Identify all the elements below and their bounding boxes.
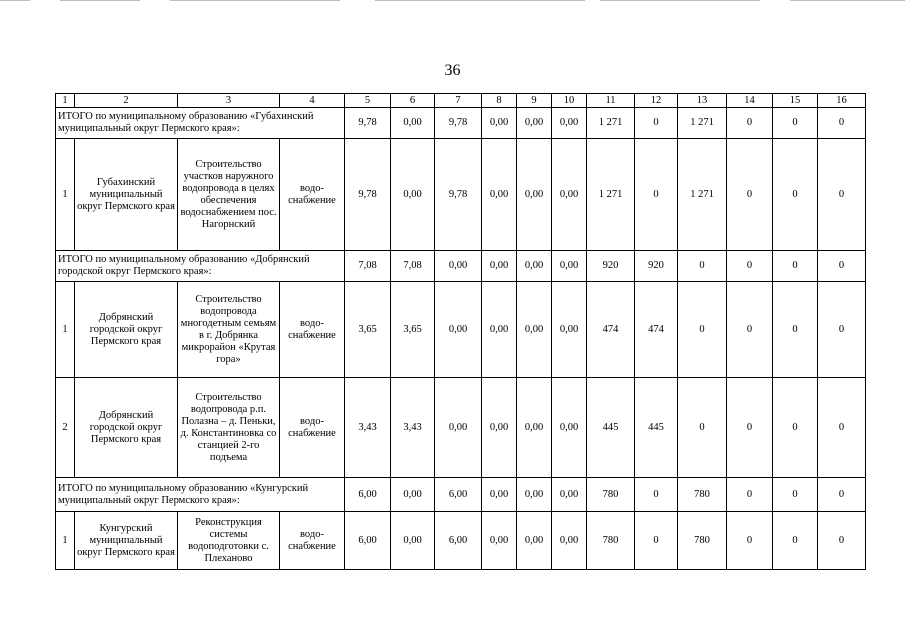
value-cell: 0 — [818, 478, 866, 512]
header-cell: 15 — [773, 94, 818, 108]
value-cell: 0 — [773, 251, 818, 282]
value-cell: 3,43 — [391, 378, 435, 478]
header-cell: 14 — [727, 94, 773, 108]
row-number: 1 — [56, 139, 75, 251]
total-row — [56, 108, 866, 139]
value-cell: 780 — [678, 512, 727, 570]
value-cell: 780 — [587, 512, 635, 570]
value-cell: 0,00 — [517, 478, 552, 512]
header-cell: 13 — [678, 94, 727, 108]
total-row — [56, 478, 866, 512]
municipality-cell: Добрянский городской округ Пермского края — [75, 282, 178, 378]
value-cell: 0,00 — [552, 512, 587, 570]
value-cell: 0,00 — [435, 251, 482, 282]
total-label: ИТОГО по муниципальному образованию «Добрянский городской округ Пермского края»: — [56, 251, 345, 282]
value-cell: 0 — [678, 378, 727, 478]
value-cell: 0 — [727, 478, 773, 512]
type-cell: водо-снабжение — [280, 512, 345, 570]
value-cell: 0,00 — [552, 282, 587, 378]
value-cell: 0,00 — [552, 251, 587, 282]
value-cell: 0,00 — [435, 282, 482, 378]
table-row — [56, 282, 866, 378]
value-cell: 9,78 — [435, 108, 482, 139]
value-cell: 0 — [678, 282, 727, 378]
table-row — [56, 139, 866, 251]
object-cell: Строительство водопровода многодетным семьям в г. Добрянка микрорайон «Крутая гора» — [178, 282, 280, 378]
value-cell: 0,00 — [517, 139, 552, 251]
value-cell: 0 — [818, 139, 866, 251]
value-cell: 0,00 — [517, 378, 552, 478]
top-edge-line — [790, 0, 905, 1]
header-cell: 12 — [635, 94, 678, 108]
value-cell: 0,00 — [482, 378, 517, 478]
top-edge-line — [600, 0, 760, 1]
value-cell: 780 — [678, 478, 727, 512]
header-cell: 8 — [482, 94, 517, 108]
value-cell: 0,00 — [517, 251, 552, 282]
row-number: 1 — [56, 282, 75, 378]
value-cell: 0,00 — [552, 139, 587, 251]
value-cell: 0 — [773, 282, 818, 378]
value-cell: 0,00 — [435, 378, 482, 478]
municipality-cell: Губахинский муниципальный округ Пермского края — [75, 139, 178, 251]
value-cell: 920 — [635, 251, 678, 282]
value-cell: 0 — [727, 512, 773, 570]
value-cell: 0 — [678, 251, 727, 282]
value-cell: 0 — [727, 108, 773, 139]
header-cell: 1 — [56, 94, 75, 108]
value-cell: 0 — [727, 282, 773, 378]
value-cell: 474 — [635, 282, 678, 378]
value-cell: 0 — [818, 251, 866, 282]
value-cell: 0 — [773, 139, 818, 251]
value-cell: 0 — [773, 512, 818, 570]
value-cell: 474 — [587, 282, 635, 378]
total-label: ИТОГО по муниципальному образованию «Кунгурский муниципальный округ Пермского края»: — [56, 478, 345, 512]
value-cell: 7,08 — [345, 251, 391, 282]
header-cell: 9 — [517, 94, 552, 108]
header-cell: 6 — [391, 94, 435, 108]
value-cell: 445 — [587, 378, 635, 478]
value-cell: 0,00 — [482, 108, 517, 139]
value-cell: 445 — [635, 378, 678, 478]
value-cell: 1 271 — [587, 139, 635, 251]
value-cell: 9,78 — [345, 139, 391, 251]
data-table — [55, 93, 866, 570]
header-cell: 10 — [552, 94, 587, 108]
value-cell: 0,00 — [482, 139, 517, 251]
value-cell: 0 — [635, 139, 678, 251]
value-cell: 0,00 — [482, 251, 517, 282]
table-row — [56, 512, 866, 570]
value-cell: 0 — [818, 512, 866, 570]
value-cell: 0 — [727, 251, 773, 282]
row-number: 2 — [56, 378, 75, 478]
value-cell: 0,00 — [517, 108, 552, 139]
value-cell: 9,78 — [345, 108, 391, 139]
value-cell: 0,00 — [517, 282, 552, 378]
header-cell: 5 — [345, 94, 391, 108]
value-cell: 6,00 — [435, 478, 482, 512]
value-cell: 9,78 — [435, 139, 482, 251]
value-cell: 0,00 — [482, 282, 517, 378]
value-cell: 0 — [635, 512, 678, 570]
value-cell: 0,00 — [552, 378, 587, 478]
value-cell: 6,00 — [345, 478, 391, 512]
value-cell: 0 — [773, 378, 818, 478]
top-edge-line — [60, 0, 140, 1]
value-cell: 0,00 — [552, 478, 587, 512]
total-row — [56, 251, 866, 282]
object-cell: Строительство водопровода р.п. Полазна – д. Пеньки, д. Константиновка со станцией 2-го подъема — [178, 378, 280, 478]
type-cell: водо-снабжение — [280, 139, 345, 251]
top-edge-line — [375, 0, 585, 1]
object-cell: Строительство участков наружного водопровода в целях обеспечения водоснабжением пос. Нагорнский — [178, 139, 280, 251]
type-cell: водо-снабжение — [280, 378, 345, 478]
table-row — [56, 378, 866, 478]
municipality-cell: Добрянский городской округ Пермского края — [75, 378, 178, 478]
top-edge-line — [170, 0, 340, 1]
type-cell: водо-снабжение — [280, 282, 345, 378]
header-cell: 11 — [587, 94, 635, 108]
value-cell: 0,00 — [391, 512, 435, 570]
value-cell: 1 271 — [678, 139, 727, 251]
header-cell: 2 — [75, 94, 178, 108]
value-cell: 0,00 — [552, 108, 587, 139]
top-edge-line — [0, 0, 30, 1]
row-number: 1 — [56, 512, 75, 570]
value-cell: 920 — [587, 251, 635, 282]
value-cell: 0 — [635, 108, 678, 139]
object-cell: Реконструкция системы водоподготовки с. Плеханово — [178, 512, 280, 570]
value-cell: 0,00 — [482, 478, 517, 512]
value-cell: 6,00 — [435, 512, 482, 570]
value-cell: 1 271 — [678, 108, 727, 139]
value-cell: 0 — [727, 378, 773, 478]
value-cell: 0 — [635, 478, 678, 512]
header-cell: 3 — [178, 94, 280, 108]
value-cell: 7,08 — [391, 251, 435, 282]
value-cell: 0,00 — [517, 512, 552, 570]
header-cell: 16 — [818, 94, 866, 108]
value-cell: 0 — [773, 108, 818, 139]
value-cell: 3,43 — [345, 378, 391, 478]
value-cell: 0 — [818, 378, 866, 478]
header-row — [56, 94, 866, 108]
value-cell: 0 — [773, 478, 818, 512]
value-cell: 0,00 — [391, 478, 435, 512]
value-cell: 6,00 — [345, 512, 391, 570]
value-cell: 3,65 — [391, 282, 435, 378]
header-cell: 4 — [280, 94, 345, 108]
value-cell: 0 — [818, 282, 866, 378]
value-cell: 0 — [818, 108, 866, 139]
header-cell: 7 — [435, 94, 482, 108]
value-cell: 0,00 — [391, 139, 435, 251]
value-cell: 0 — [727, 139, 773, 251]
value-cell: 1 271 — [587, 108, 635, 139]
total-label: ИТОГО по муниципальному образованию «Губахинский муниципальный округ Пермского края»: — [56, 108, 345, 139]
value-cell: 780 — [587, 478, 635, 512]
value-cell: 0,00 — [482, 512, 517, 570]
value-cell: 0,00 — [391, 108, 435, 139]
value-cell: 3,65 — [345, 282, 391, 378]
page-number: 36 — [444, 62, 461, 79]
municipality-cell: Кунгурский муниципальный округ Пермского края — [75, 512, 178, 570]
